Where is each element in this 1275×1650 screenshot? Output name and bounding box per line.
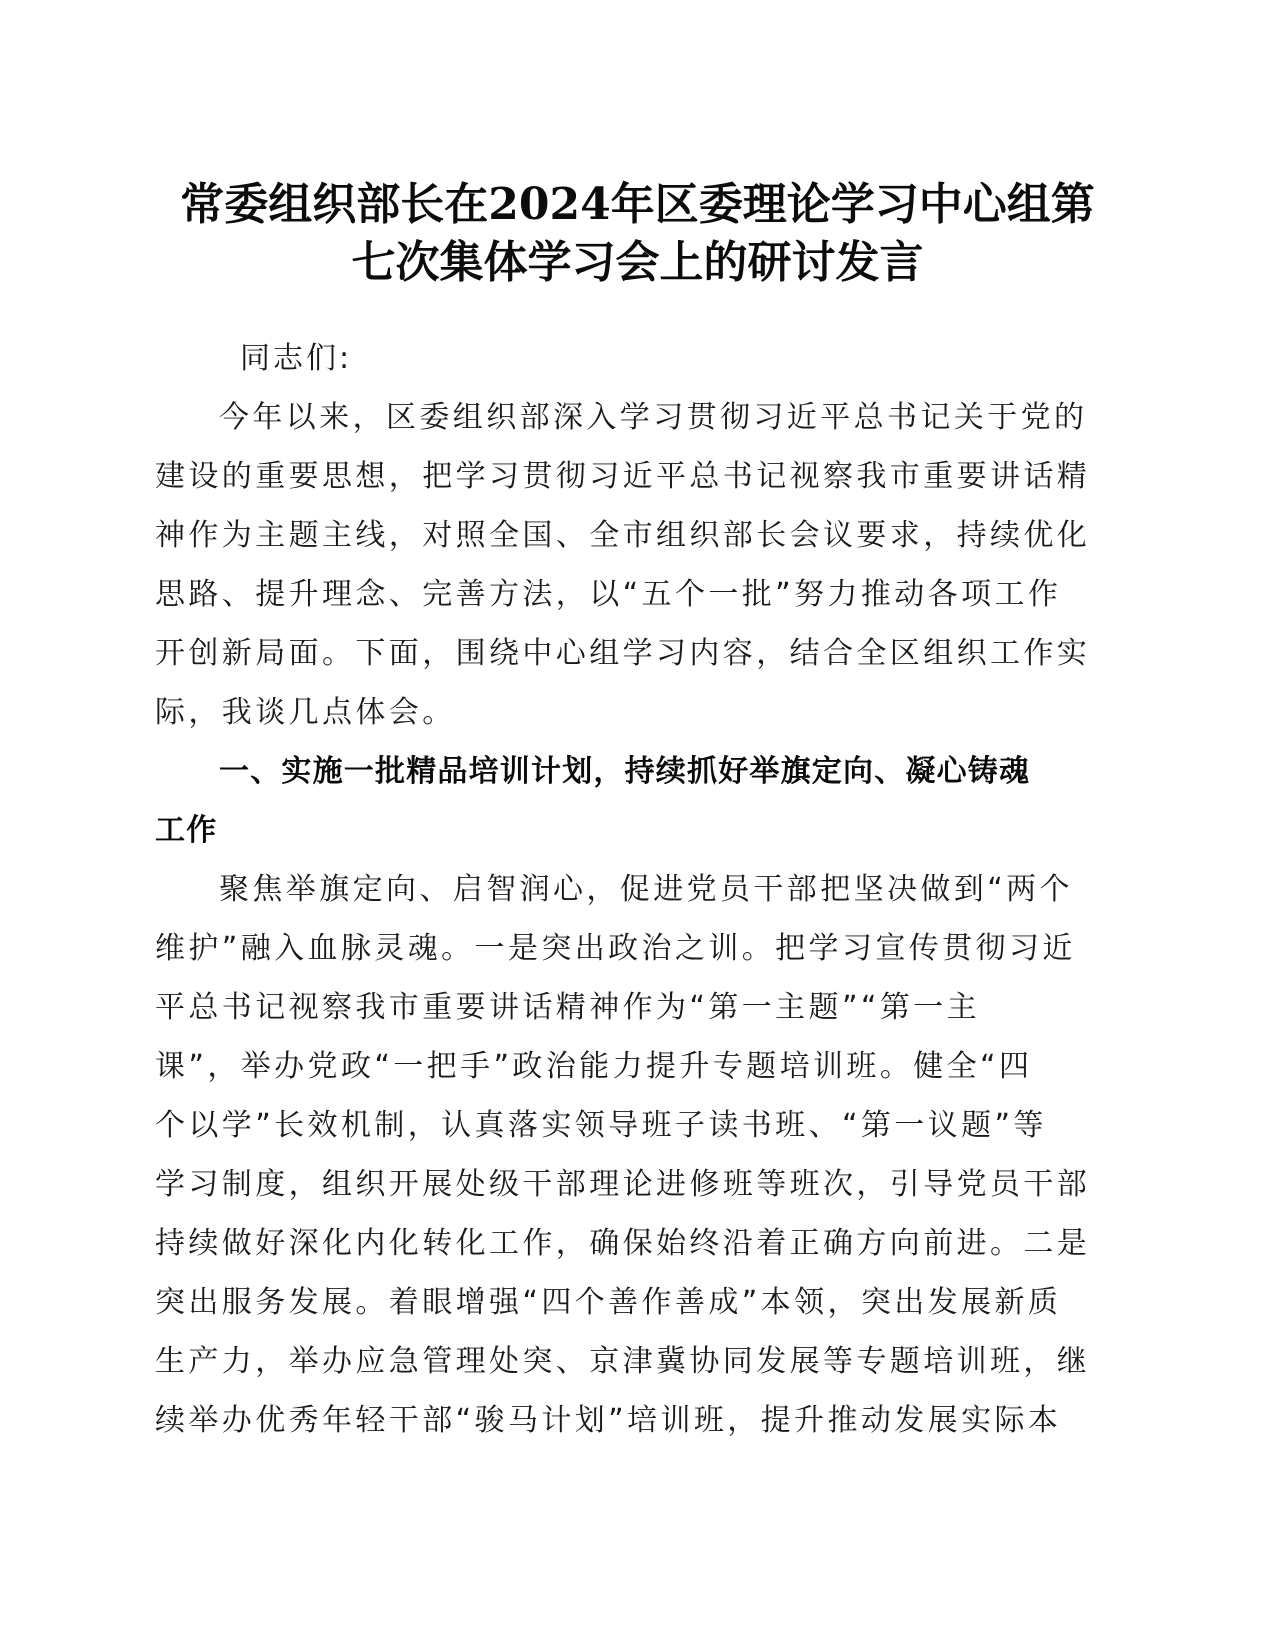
paragraph-line: 今年以来，区委组织部深入学习贯彻习近平总书记关于党的 [219, 400, 1088, 435]
paragraph-line: 开创新局面。下面，围绕中心组学习内容，结合全区组织工作实 [155, 636, 1091, 671]
paragraph-section-1 [155, 860, 1095, 1450]
paragraph-line: 维护”融入血脉灵魂。一是突出政治之训。把学习宣传贯彻习近 [155, 931, 1076, 966]
paragraph-line: 建设的重要思想，把学习贯彻习近平总书记视察我市重要讲话精 [155, 459, 1091, 494]
document-title [130, 176, 1145, 292]
heading-line: 工作 [155, 813, 218, 848]
title-line-2: 七次集体学习会上的研讨发言 [351, 237, 924, 288]
document-body [155, 329, 1095, 1450]
paragraph-line: 课”，举办党政“一把手”政治能力提升专题培训班。健全“四 [155, 1049, 1033, 1084]
heading-line: 一、实施一批精品培训计划，持续抓好举旗定向、凝心铸魂 [219, 754, 1031, 789]
paragraph-line: 思路、提升理念、完善方法，以“五个一批”努力推动各项工作 [155, 577, 1062, 612]
title-line-1: 常委组织部长在2024年区委理论学习中心组第 [180, 179, 1095, 230]
paragraph-line: 学习制度，组织开展处级干部理论进修班等班次，引导党员干部 [155, 1167, 1091, 1202]
paragraph-line: 突出服务发展。着眼增强“四个善作善成”本领，突出发展新质 [155, 1285, 1062, 1320]
paragraph-line: 平总书记视察我市重要讲话精神作为“第一主题”“第一主 [155, 990, 981, 1025]
paragraph-line: 际，我谈几点体会。 [155, 695, 456, 730]
paragraph-line: 生产力，举办应急管理处突、京津冀协同发展等专题培训班，继 [155, 1344, 1091, 1379]
paragraph-line: 神作为主题主线，对照全国、全市组织部长会议要求，持续优化 [155, 518, 1091, 553]
paragraph-line: 持续做好深化内化转化工作，确保始终沿着正确方向前进。二是 [155, 1226, 1091, 1261]
paragraph-line: 续举办优秀年轻干部“骏马计划”培训班，提升推动发展实际本 [155, 1403, 1062, 1438]
paragraph-line: 聚焦举旗定向、启智润心，促进党员干部把坚决做到“两个 [219, 872, 1073, 907]
paragraph-line: 个以学”长效机制，认真落实领导班子读书班、“第一议题”等 [155, 1108, 1047, 1143]
greeting: 同志们: [240, 341, 353, 376]
paragraph-intro [155, 388, 1095, 742]
section-heading-1 [155, 742, 1095, 860]
